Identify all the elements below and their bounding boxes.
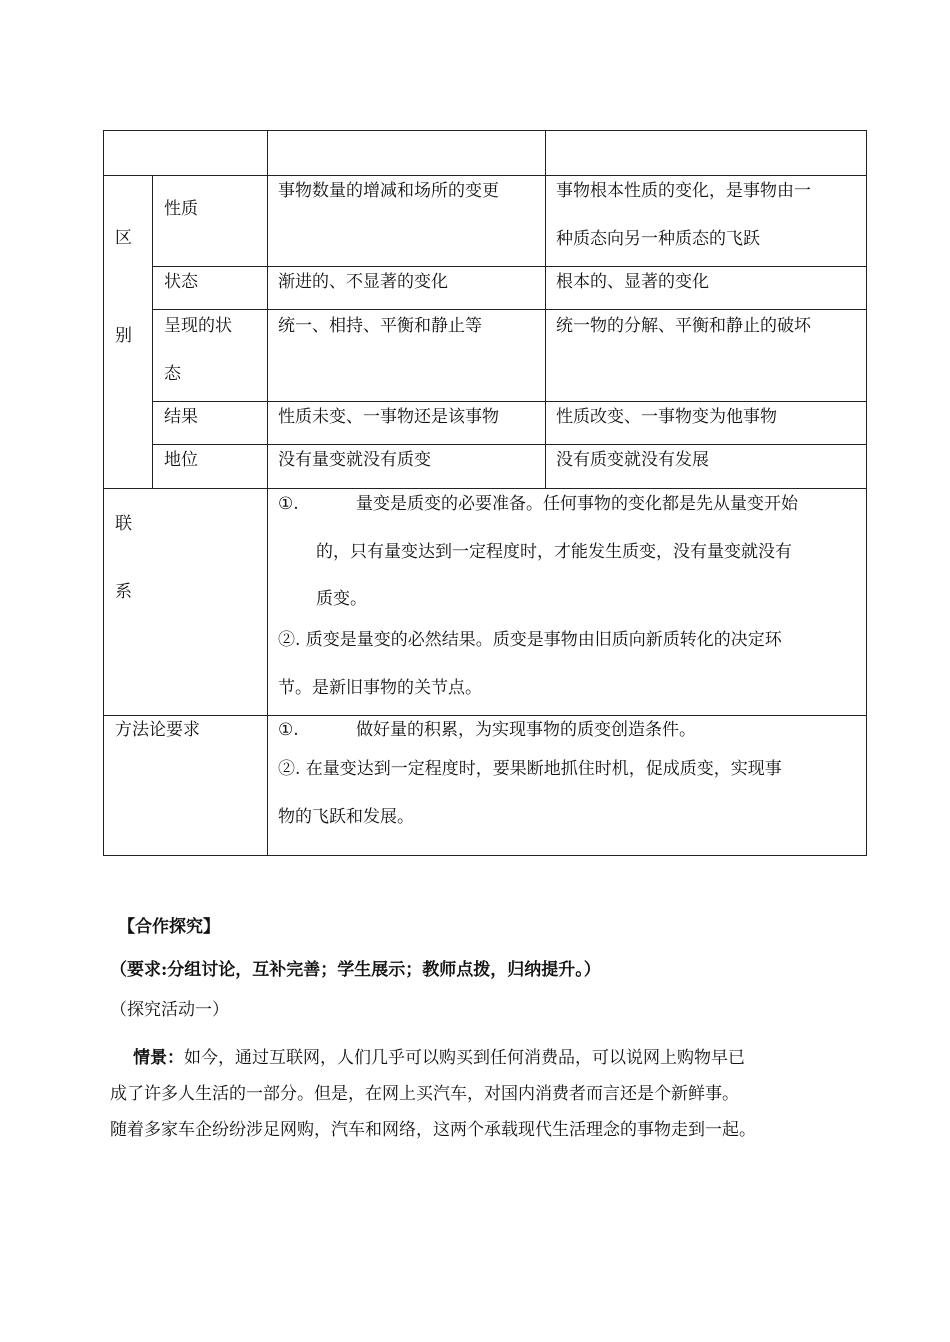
qual-cell: 事物根本性质的变化，是事物由一 xyxy=(556,181,811,201)
activity-label: （探究活动一） xyxy=(110,1000,229,1020)
scenario-line: 成了许多人生活的一部分。但是，在网上买汽车，对国内消费者而言还是个新鲜事。 xyxy=(110,1084,739,1104)
table-rule xyxy=(104,488,866,489)
connection-label: 系 xyxy=(115,582,132,602)
quant-cell: 统一、相持、平衡和静止等 xyxy=(278,316,482,336)
table-rule xyxy=(267,131,268,855)
table-rule xyxy=(152,175,153,488)
connection-item-text: 量变是质变的必要准备。任何事物的变化都是先从量变开始 xyxy=(356,494,798,514)
section-title: 【合作探究】 xyxy=(118,917,220,937)
quant-cell: 事物数量的增减和场所的变更 xyxy=(278,181,499,201)
table-rule xyxy=(152,309,866,310)
table-rule xyxy=(152,401,866,402)
distinction-label: 别 xyxy=(115,326,132,346)
connection-item-text: ②. 质变是量变的必然结果。质变是事物由旧质向新质转化的决定环 xyxy=(278,630,782,650)
scenario-line xyxy=(133,1047,745,1069)
table-rule xyxy=(104,175,866,176)
table-rule xyxy=(104,715,866,716)
quant-cell: 性质未变、一事物还是该事物 xyxy=(278,407,499,427)
scenario-line: 随着多家车企纷纷涉足网购，汽车和网络，这两个承载现代生活理念的事物走到一起。 xyxy=(110,1120,756,1140)
methodology-label: 方法论要求 xyxy=(115,720,200,740)
scenario-label: 情景： xyxy=(133,1048,184,1068)
connection-label: 联 xyxy=(115,514,132,534)
table-rule xyxy=(545,131,546,488)
connection-item-text: 的，只有量变达到一定程度时，才能发生质变，没有量变就没有 xyxy=(316,542,792,562)
table-rule xyxy=(152,266,866,267)
scenario-text: 如今，通过互联网，人们几乎可以购买到任何消费品，可以说网上购物早已 xyxy=(184,1048,745,1068)
methodology-item-text: ②. 在量变达到一定程度时，要果断地抓住时机，促成质变，实现事 xyxy=(278,759,782,779)
aspect-label: 地位 xyxy=(164,450,198,470)
distinction-label: 区 xyxy=(115,228,132,248)
table-rule xyxy=(152,444,866,445)
connection-item-number: ①. xyxy=(278,494,299,514)
requirement-text: （要求:分组讨论，互补完善；学生展示；教师点拨，归纳提升。） xyxy=(110,960,601,980)
qual-cell: 统一物的分解、平衡和静止的破坏 xyxy=(556,316,811,336)
aspect-label: 性质 xyxy=(164,199,198,219)
methodology-item-text: 做好量的积累，为实现事物的质变创造条件。 xyxy=(356,720,696,740)
connection-item-text: 质变。 xyxy=(316,589,367,609)
aspect-label: 态 xyxy=(164,364,181,384)
methodology-item-number: ①. xyxy=(278,720,299,740)
aspect-label: 呈现的状 xyxy=(164,316,232,336)
aspect-label: 状态 xyxy=(164,272,198,292)
connection-item-text: 节。是新旧事物的关节点。 xyxy=(278,678,482,698)
qual-cell: 根本的、显著的变化 xyxy=(556,272,709,292)
quant-cell: 没有量变就没有质变 xyxy=(278,450,431,470)
aspect-label: 结果 xyxy=(164,407,198,427)
qual-cell: 性质改变、一事物变为他事物 xyxy=(556,407,777,427)
quant-cell: 渐进的、不显著的变化 xyxy=(278,272,448,292)
methodology-item-text: 物的飞跃和发展。 xyxy=(278,807,414,827)
qual-cell: 种质态向另一种质态的飞跃 xyxy=(556,229,760,249)
comparison-table xyxy=(103,130,867,856)
qual-cell: 没有质变就没有发展 xyxy=(556,450,709,470)
